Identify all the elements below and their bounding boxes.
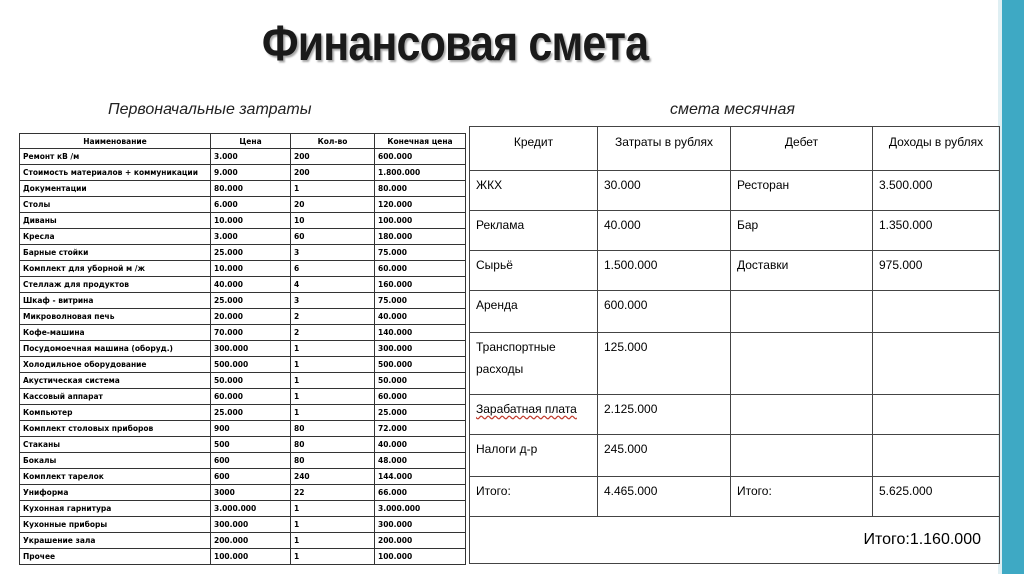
table-cell: 3.500.000 <box>873 171 1000 211</box>
table-row <box>470 251 1000 291</box>
table-row <box>20 453 466 469</box>
table-cell: 600 <box>211 469 291 485</box>
table-row <box>20 261 466 277</box>
table-cell: 300.000 <box>375 517 466 533</box>
column-header: Кол-во <box>291 134 375 149</box>
table-row <box>20 405 466 421</box>
table-cell: 100.000 <box>375 213 466 229</box>
table-cell: Украшение зала <box>20 533 211 549</box>
table-cell: 40.000 <box>375 437 466 453</box>
table-cell: Ремонт кВ /м <box>20 149 211 165</box>
table-row <box>470 395 1000 435</box>
table-cell: 100.000 <box>375 549 466 565</box>
table-cell: 125.000 <box>598 333 731 395</box>
table-cell: 80 <box>291 437 375 453</box>
column-header: Наименование <box>20 134 211 149</box>
table-row <box>20 165 466 181</box>
table-cell: 3 <box>291 293 375 309</box>
table-row <box>470 477 1000 517</box>
table-cell: Акустическая система <box>20 373 211 389</box>
table-cell: 3000 <box>211 485 291 501</box>
table-row <box>20 293 466 309</box>
table-cell: 1 <box>291 389 375 405</box>
table-cell: 1 <box>291 517 375 533</box>
table-cell: Столы <box>20 197 211 213</box>
table-cell: 2 <box>291 309 375 325</box>
column-header: Кредит <box>470 127 598 171</box>
table-cell: Бокалы <box>20 453 211 469</box>
table-row <box>20 213 466 229</box>
table-cell: Кофе-машина <box>20 325 211 341</box>
table-cell: 300.000 <box>211 341 291 357</box>
table-row <box>470 171 1000 211</box>
table-cell: 1 <box>291 373 375 389</box>
table-cell: 60 <box>291 229 375 245</box>
table-cell: 2 <box>291 325 375 341</box>
table-cell: 10.000 <box>211 213 291 229</box>
table-cell: Кассовый аппарат <box>20 389 211 405</box>
table-cell: 2.125.000 <box>598 395 731 435</box>
table-row <box>20 501 466 517</box>
column-header: Конечная цена <box>375 134 466 149</box>
table-cell: 600.000 <box>598 291 731 333</box>
table-cell: Стоимость материалов + коммуникации <box>20 165 211 181</box>
table-cell: 500.000 <box>211 357 291 373</box>
table-row <box>20 389 466 405</box>
table-cell: 30.000 <box>598 171 731 211</box>
right-subtitle: смета месячная <box>670 101 795 118</box>
table-cell <box>873 435 1000 477</box>
table-cell: 25.000 <box>211 405 291 421</box>
table-cell: 300.000 <box>211 517 291 533</box>
table-cell: Шкаф - витрина <box>20 293 211 309</box>
table-cell: Зарабатная плата <box>470 395 598 435</box>
table-cell: 4 <box>291 277 375 293</box>
table-cell: Транспортные расходы <box>470 333 598 395</box>
table-cell: 80 <box>291 453 375 469</box>
table-row <box>20 229 466 245</box>
table-cell: 600.000 <box>375 149 466 165</box>
table-cell: 240 <box>291 469 375 485</box>
initial-costs-body <box>20 149 466 565</box>
table-cell <box>731 435 873 477</box>
table-cell: 180.000 <box>375 229 466 245</box>
table-cell: Комплект тарелок <box>20 469 211 485</box>
table-cell: 100.000 <box>211 549 291 565</box>
grand-total-row <box>470 517 1000 564</box>
table-row <box>20 245 466 261</box>
table-cell: 500 <box>211 437 291 453</box>
table-cell: 120.000 <box>375 197 466 213</box>
table-cell: Стеллаж для продуктов <box>20 277 211 293</box>
table-cell: 900 <box>211 421 291 437</box>
table-row <box>470 291 1000 333</box>
table-cell: 3.000 <box>211 229 291 245</box>
table-cell: 6.000 <box>211 197 291 213</box>
table-cell: 1 <box>291 549 375 565</box>
table-cell: 4.465.000 <box>598 477 731 517</box>
table-cell: Документации <box>20 181 211 197</box>
table-row <box>20 549 466 565</box>
table-cell: 48.000 <box>375 453 466 469</box>
table-cell <box>873 333 1000 395</box>
table-cell: 25.000 <box>375 405 466 421</box>
table-cell: 1 <box>291 405 375 421</box>
table-row <box>20 309 466 325</box>
table-cell: Холодильное оборудование <box>20 357 211 373</box>
table-cell <box>731 291 873 333</box>
table-cell: 5.625.000 <box>873 477 1000 517</box>
table-cell: Униформа <box>20 485 211 501</box>
table-cell: 1 <box>291 357 375 373</box>
table-cell: Сырьё <box>470 251 598 291</box>
table-cell: Итого: <box>731 477 873 517</box>
table-cell: 60.000 <box>211 389 291 405</box>
table-cell: 3.000 <box>211 149 291 165</box>
table-header-row <box>20 134 466 149</box>
table-cell: Прочее <box>20 549 211 565</box>
table-cell: 72.000 <box>375 421 466 437</box>
table-cell: Диваны <box>20 213 211 229</box>
table-cell: 50.000 <box>375 373 466 389</box>
table-row <box>20 533 466 549</box>
table-header-row <box>470 127 1000 171</box>
table-cell: 66.000 <box>375 485 466 501</box>
table-cell: 245.000 <box>598 435 731 477</box>
table-cell: 20.000 <box>211 309 291 325</box>
table-cell: Доставки <box>731 251 873 291</box>
table-cell: 1 <box>291 501 375 517</box>
table-cell: Компьютер <box>20 405 211 421</box>
table-cell: Комплект столовых приборов <box>20 421 211 437</box>
left-subtitle: Первоначальные затраты <box>108 101 312 118</box>
table-cell: 25.000 <box>211 245 291 261</box>
table-cell: 200.000 <box>211 533 291 549</box>
table-row <box>20 149 466 165</box>
table-cell: Комплект для уборной м /ж <box>20 261 211 277</box>
table-row <box>20 373 466 389</box>
table-row <box>20 181 466 197</box>
table-cell: Кухонная гарнитура <box>20 501 211 517</box>
column-header: Дебет <box>731 127 873 171</box>
table-cell: 10 <box>291 213 375 229</box>
table-cell: 3.000.000 <box>211 501 291 517</box>
table-cell: 200 <box>291 149 375 165</box>
table-cell <box>731 333 873 395</box>
table-row <box>20 197 466 213</box>
table-cell: 80.000 <box>211 181 291 197</box>
table-cell: 3 <box>291 245 375 261</box>
table-cell: 1.500.000 <box>598 251 731 291</box>
table-cell: 160.000 <box>375 277 466 293</box>
table-cell: 140.000 <box>375 325 466 341</box>
table-cell: 10.000 <box>211 261 291 277</box>
table-cell: 40.000 <box>598 211 731 251</box>
table-cell: 70.000 <box>211 325 291 341</box>
table-cell: 60.000 <box>375 389 466 405</box>
table-row <box>470 435 1000 477</box>
table-cell: 6 <box>291 261 375 277</box>
slide-edge-decoration <box>1002 0 1024 574</box>
table-cell: 80.000 <box>375 181 466 197</box>
table-row <box>20 469 466 485</box>
table-row <box>20 421 466 437</box>
table-row <box>20 277 466 293</box>
table-row <box>20 485 466 501</box>
table-cell: 3.000.000 <box>375 501 466 517</box>
table-cell: 20 <box>291 197 375 213</box>
table-cell: Ресторан <box>731 171 873 211</box>
table-cell: 22 <box>291 485 375 501</box>
monthly-budget-table <box>469 126 1000 564</box>
table-cell: 25.000 <box>211 293 291 309</box>
table-cell: 80 <box>291 421 375 437</box>
table-cell: 50.000 <box>211 373 291 389</box>
table-cell: Бар <box>731 211 873 251</box>
table-row <box>470 211 1000 251</box>
table-row <box>20 517 466 533</box>
table-cell: Стаканы <box>20 437 211 453</box>
table-cell: 975.000 <box>873 251 1000 291</box>
table-cell: Налоги д-р <box>470 435 598 477</box>
table-cell: 1 <box>291 181 375 197</box>
table-cell: Посудомоечная машина (оборуд.) <box>20 341 211 357</box>
table-cell: 40.000 <box>375 309 466 325</box>
table-cell: Кресла <box>20 229 211 245</box>
table-row <box>470 333 1000 395</box>
table-cell: 75.000 <box>375 245 466 261</box>
monthly-budget-body <box>470 171 1000 517</box>
table-cell: 1.350.000 <box>873 211 1000 251</box>
column-header: Доходы в рублях <box>873 127 1000 171</box>
table-cell <box>873 395 1000 435</box>
table-cell: 60.000 <box>375 261 466 277</box>
grand-total: Итого:1.160.000 <box>470 517 1000 564</box>
page-title: Финансовая смета <box>261 15 649 71</box>
table-cell: 500.000 <box>375 357 466 373</box>
column-header: Цена <box>211 134 291 149</box>
table-cell: Кухонные приборы <box>20 517 211 533</box>
table-cell: 1 <box>291 533 375 549</box>
table-row <box>20 325 466 341</box>
table-cell: 75.000 <box>375 293 466 309</box>
table-cell: Аренда <box>470 291 598 333</box>
table-row <box>20 357 466 373</box>
table-cell: 300.000 <box>375 341 466 357</box>
table-cell: Реклама <box>470 211 598 251</box>
table-cell: ЖКХ <box>470 171 598 211</box>
table-cell: 9.000 <box>211 165 291 181</box>
column-header: Затраты в рублях <box>598 127 731 171</box>
table-cell: Итого: <box>470 477 598 517</box>
table-cell: 40.000 <box>211 277 291 293</box>
table-cell <box>873 291 1000 333</box>
initial-costs-table <box>19 133 466 565</box>
table-cell: 200.000 <box>375 533 466 549</box>
table-cell <box>731 395 873 435</box>
table-cell: 1 <box>291 341 375 357</box>
table-cell: Барные стойки <box>20 245 211 261</box>
table-cell: 1.800.000 <box>375 165 466 181</box>
table-cell: Микроволновая печь <box>20 309 211 325</box>
table-row <box>20 341 466 357</box>
table-cell: 144.000 <box>375 469 466 485</box>
table-cell: 200 <box>291 165 375 181</box>
table-cell: 600 <box>211 453 291 469</box>
table-row <box>20 437 466 453</box>
